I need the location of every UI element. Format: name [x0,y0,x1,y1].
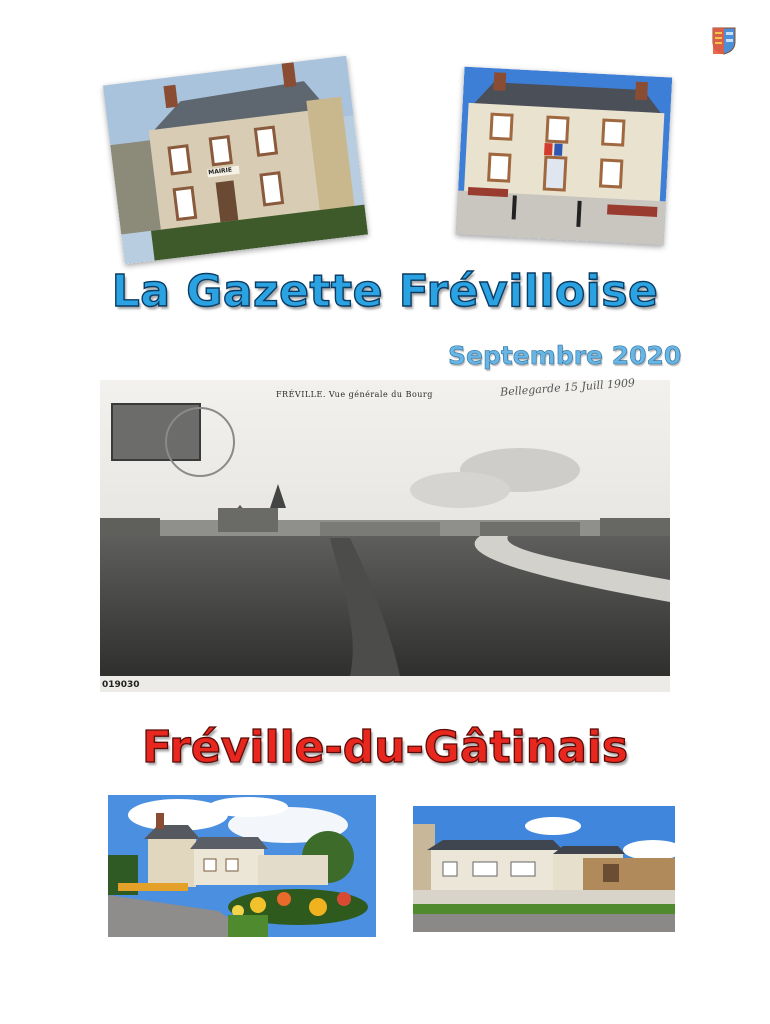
issue-date: Septembre 2020 [448,341,682,370]
town-hall-photo-2 [456,67,673,246]
postcard-handwriting: Bellegarde 15 Juill 1909 [499,376,636,399]
village-street-photo [108,795,376,937]
postcard-caption: FRÉVILLE. Vue générale du Bourg [276,390,433,399]
school-building-photo [413,806,675,932]
town-name: Fréville-du-Gâtinais [141,722,629,773]
old-postcard-photo [100,380,670,692]
town-hall-photo-1 [103,56,368,265]
newsletter-title: La Gazette Frévilloise [111,266,659,317]
coat-of-arms-icon [712,27,736,55]
mairie-sign-label: MAIRIE [207,166,233,177]
postcard-reference: 019030 [102,680,140,690]
